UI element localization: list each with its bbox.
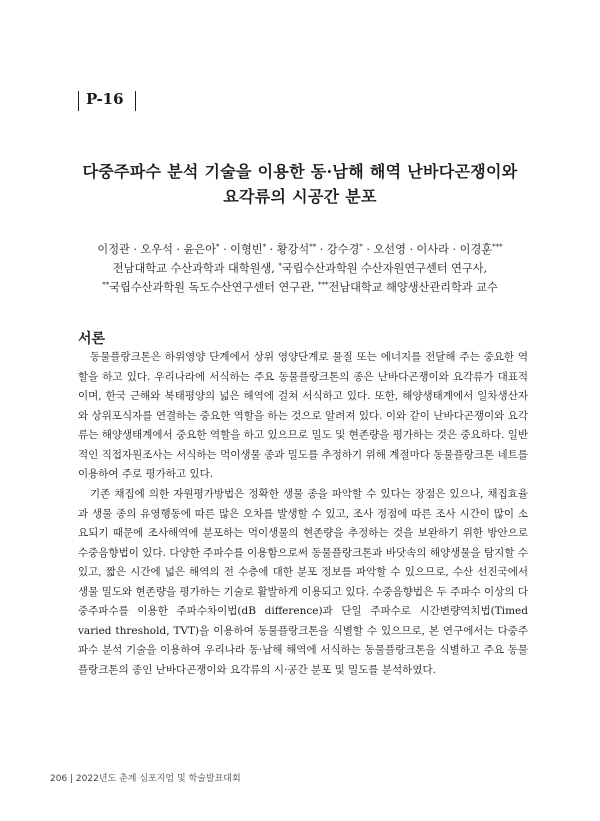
- affiliation-mark: ***: [318, 281, 329, 289]
- affiliation-line-2: [0, 276, 600, 297]
- author-name: 이정관 · 오우석 · 윤은아: [97, 243, 217, 256]
- tag-left-bracket: [78, 91, 82, 111]
- tag-right-bracket: [132, 91, 136, 111]
- body-paragraph-1: 동물플랑크톤은 하위영양 단계에서 상위 영양단계로 물질 또는 에너지를 전달해 주는 중요한 역할을 하고 있다. 우리나라에 서식하는 주요 동물플랑크톤의 종은 난바다곤쟁이와 요각류가 대표적이며, 한국 근해와 북태평양의 넓은 해역에 걸쳐 서식하고 있다. 또한, 해양생태계에서 일차생산자와 상위포식자를 연결하는 중요한 역할을 하는 것으로 알려져 있다. 이와 같이 난바다곤쟁이와 요각류는 해양생태계에서 중요한 역할을 하고 있으므로 밀도 및 현존량을 평가하는 것은 중요하다. 일반적인 직접자원조사는 서식하는 먹이생물 종과 밀도를 추정하기 위해 계절마다 동물플랑크톤 네트를 이용하여 주로 평가하고 있다.: [78, 351, 528, 480]
- author-name: · 황강석: [266, 243, 310, 256]
- poster-tag: [78, 90, 124, 108]
- author-mark: *: [262, 243, 267, 251]
- author-mark: *: [359, 243, 363, 251]
- affiliation-mark: **: [102, 281, 110, 289]
- author-mark: *: [216, 243, 220, 251]
- author-mark: **: [309, 243, 317, 251]
- paper-title-line-2: 요각류의 시공간 분포: [223, 187, 377, 206]
- affiliation-text: 전남대학교 수산과학과 대학원생,: [112, 262, 279, 275]
- affiliation-text: 전남대학교 해양생산관리학과 교수: [328, 281, 498, 294]
- author-mark: ***: [492, 243, 503, 251]
- body-paragraph-2: 기존 채집에 의한 자원평가방법은 정확한 생물 종을 파악할 수 있다는 장점은 있으나, 채집효율과 생물 종의 유영행동에 따른 많은 오차를 발생할 수 있고, 조사 정점에 따른 조사 시간이 많이 소요되기 때문에 조사해역에 분포하는 먹이생물의 현존량을 추정하는 것을 보완하기 위한 방안으로 수중음향법이 있다. 다양한 주파수를 이용함으로써 동물플랑크톤과 바닷속의 해양생물을 탐지할 수 있고, 짧은 시간에 넓은 해역의 전 수층에 대한 분포 정보를 파악할 수 있으므로, 수산 선진국에서 생물 밀도와 현존량을 평가하는 기술로 활발하게 이용되고 있다. 수중음향법은 두 주파수 이상의 다중주파수를 이용한 주파수차이법(dB difference)과 단일 주파수로 시간변량역치법(Timed varied threshold, TVT)을 이용하여 동물플랑크톤을 식별할 수 있으므로, 본 연구에서는 다중주파수 분석 기술을 이용하여 우리나라 동·남해 해역에 서식하는 동물플랑크톤을 식별하고 주요 동물플랑크톤의 종인 난바다곤쟁이와 요각류의 시·공간 분포 및 밀도를 분석하였다.: [78, 488, 528, 676]
- affiliation-text: 국립수산과학원 독도수산연구센터 연구관,: [109, 281, 319, 294]
- author-name: · 강수경: [316, 243, 360, 256]
- author-list: [0, 238, 600, 259]
- affiliation-text: 국립수산과학원 수산자원연구센터 연구사,: [281, 262, 488, 275]
- author-name: · 오선영 · 이사라 · 이경훈: [362, 243, 493, 256]
- poster-number: P-16: [86, 90, 124, 108]
- author-name: · 이형빈: [219, 243, 263, 256]
- affiliation-line-1: [0, 257, 600, 278]
- affiliation-mark: *: [278, 262, 282, 270]
- page-footer: 206 | 2022년도 춘계 심포지엄 및 학술발표대회: [50, 774, 241, 784]
- section-heading: 서론: [78, 331, 106, 347]
- paper-title-line-1: 다중주파수 분석 기술을 이용한 동·남해 해역 난바다곤쟁이와: [82, 162, 518, 181]
